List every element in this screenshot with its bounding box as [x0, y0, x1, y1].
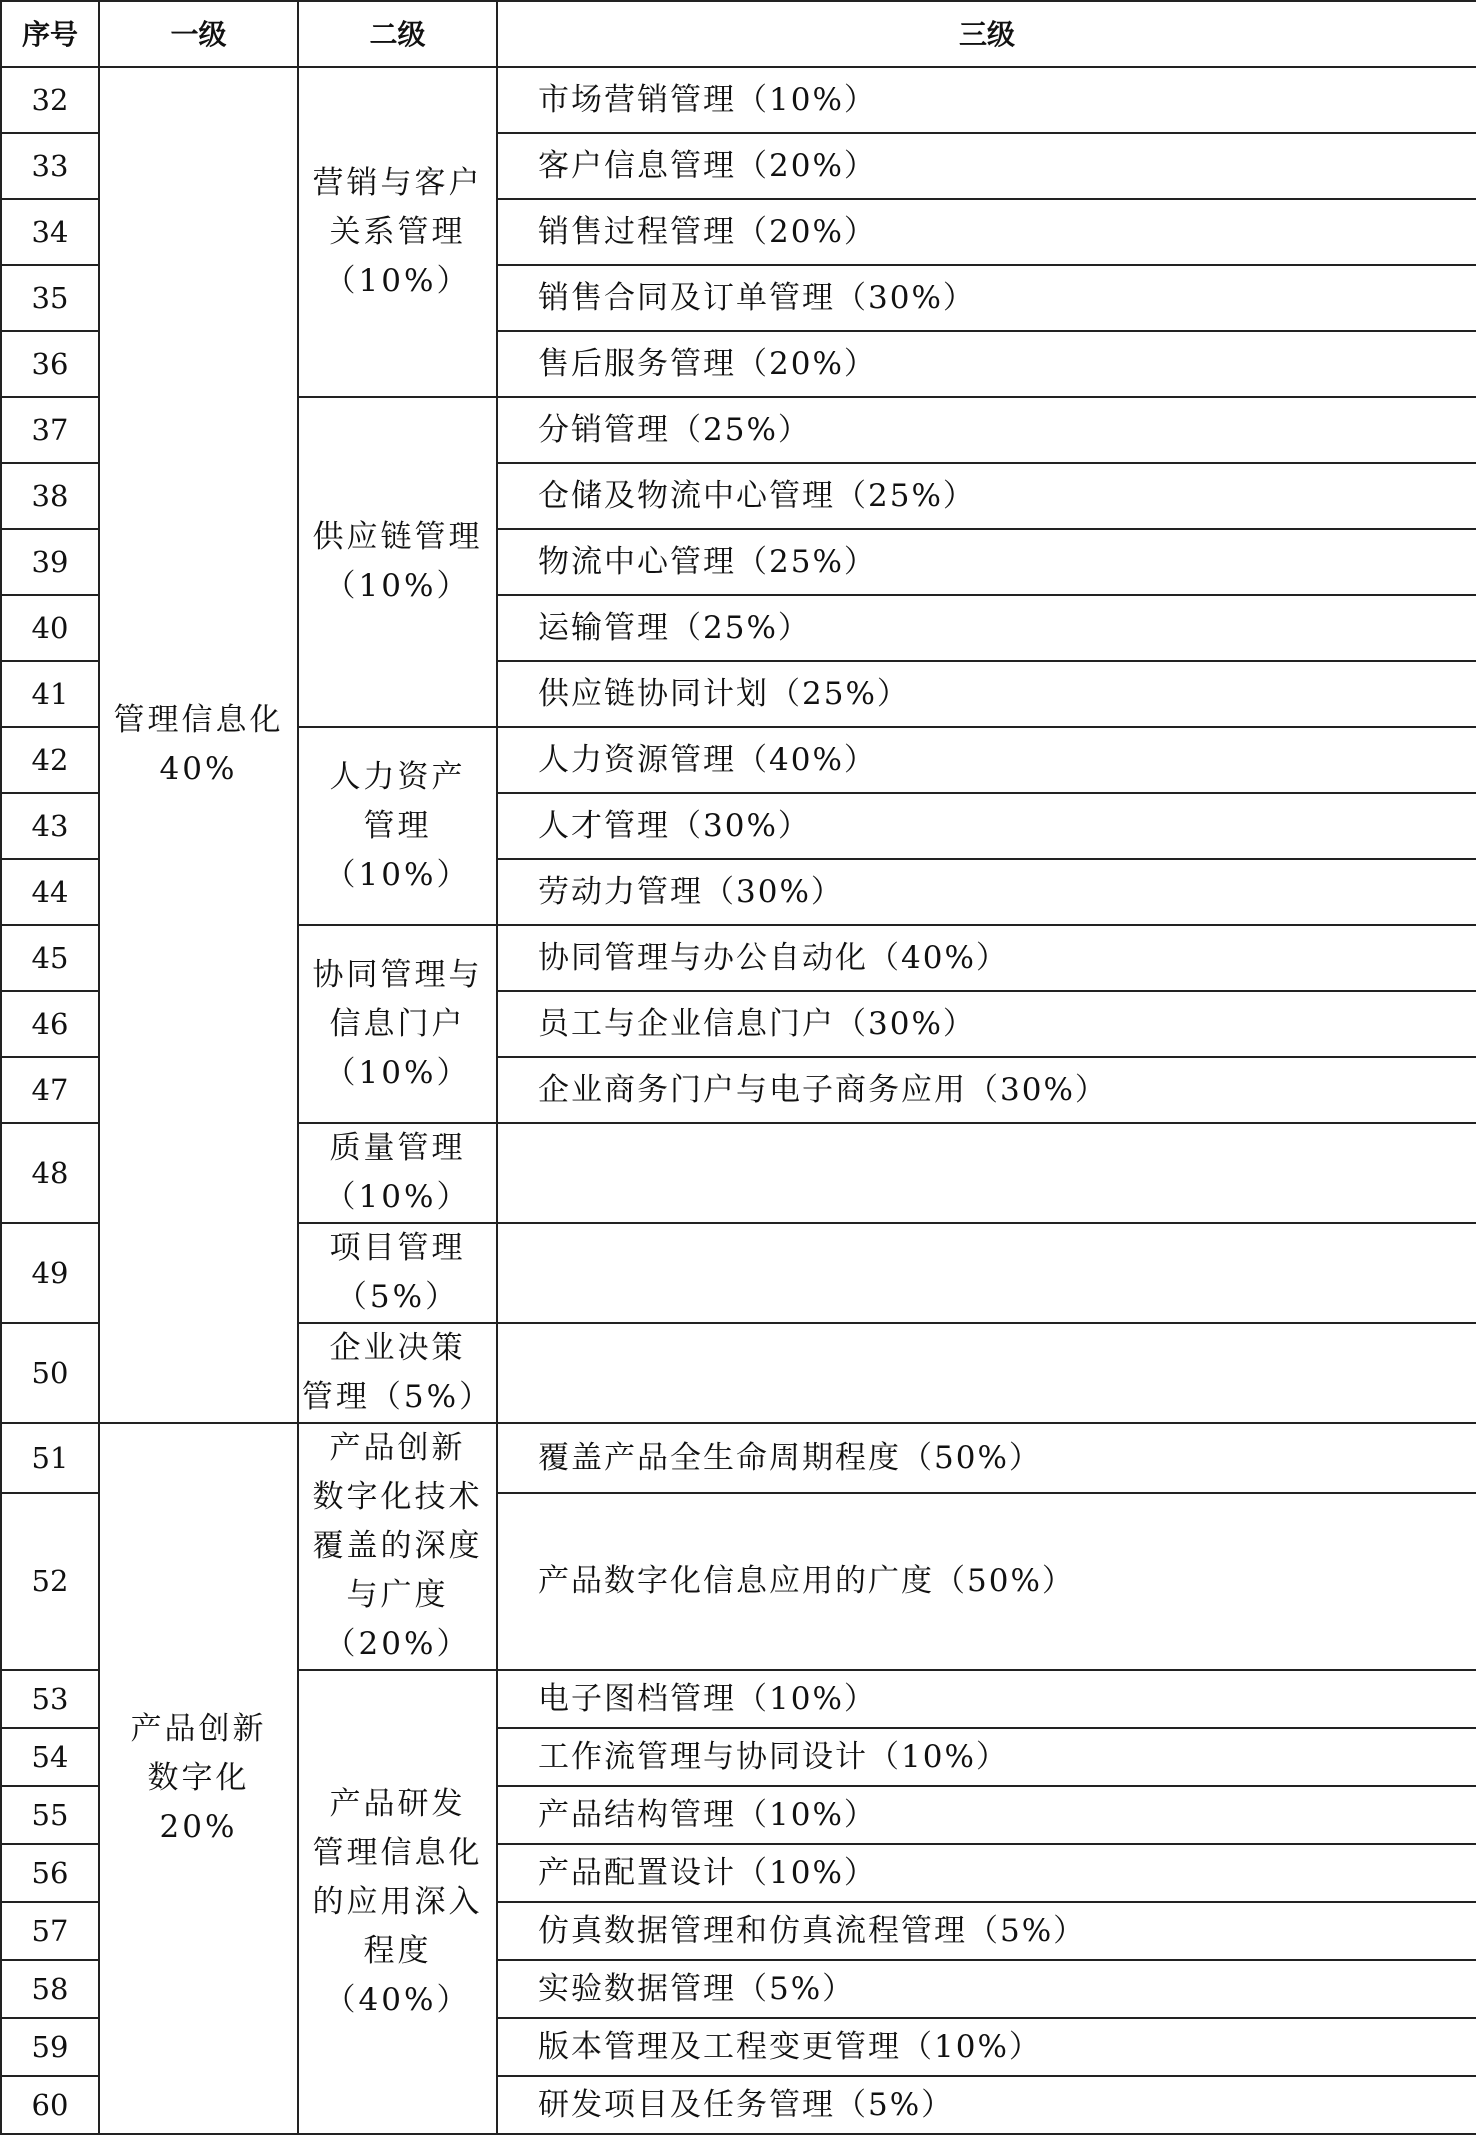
- level3-cell: 电子图档管理（10%）: [497, 1670, 1476, 1728]
- row-number: 58: [1, 1960, 99, 2018]
- row-number: 51: [1, 1423, 99, 1493]
- level3-cell: 物流中心管理（25%）: [497, 529, 1476, 595]
- level2-label: 质量管理 （10%）: [324, 1130, 471, 1215]
- level2-group-supply-chain: [298, 397, 497, 727]
- level2-label: 产品创新 数字化技术 覆盖的深度 与广度 （20%）: [312, 1430, 483, 1662]
- level3-cell: [497, 1223, 1476, 1323]
- level3-cell: 供应链协同计划（25%）: [497, 661, 1476, 727]
- level3-cell: 员工与企业信息门户（30%）: [497, 991, 1476, 1057]
- row-number: 49: [1, 1223, 99, 1323]
- level2-label: 供应链管理 （10%）: [312, 519, 483, 604]
- row-number: 36: [1, 331, 99, 397]
- row-number: 32: [1, 67, 99, 133]
- row-number: 39: [1, 529, 99, 595]
- level2-group-rd-management: [298, 1670, 497, 2134]
- level2-label: 项目管理 （5%）: [329, 1230, 466, 1315]
- row-number: 33: [1, 133, 99, 199]
- table-row: [1, 1423, 1476, 1493]
- level3-cell: 运输管理（25%）: [497, 595, 1476, 661]
- level3-cell: [497, 1123, 1476, 1223]
- level3-cell: 仿真数据管理和仿真流程管理（5%）: [497, 1902, 1476, 1960]
- row-number: 37: [1, 397, 99, 463]
- row-number: 47: [1, 1057, 99, 1123]
- level3-cell: 销售合同及订单管理（30%）: [497, 265, 1476, 331]
- level2-group-project: [298, 1223, 497, 1323]
- level1-group-management: [99, 67, 298, 1423]
- row-number: 40: [1, 595, 99, 661]
- row-number: 54: [1, 1728, 99, 1786]
- level3-cell: 协同管理与办公自动化（40%）: [497, 925, 1476, 991]
- header-level3: 三级: [497, 1, 1476, 67]
- level3-cell: 售后服务管理（20%）: [497, 331, 1476, 397]
- level2-label: 产品研发 管理信息化 的应用深入 程度 （40%）: [312, 1785, 483, 2018]
- row-number: 34: [1, 199, 99, 265]
- level2-label: 人力资产 管理 （10%）: [324, 758, 471, 893]
- level3-cell: 产品结构管理（10%）: [497, 1786, 1476, 1844]
- level3-cell: 工作流管理与协同设计（10%）: [497, 1728, 1476, 1786]
- table-row: [1, 67, 1476, 133]
- row-number: 41: [1, 661, 99, 727]
- level3-cell: 分销管理（25%）: [497, 397, 1476, 463]
- level3-cell: 销售过程管理（20%）: [497, 199, 1476, 265]
- level2-label: 营销与客户 关系管理 （10%）: [312, 164, 483, 299]
- row-number: 45: [1, 925, 99, 991]
- level2-group-tech-coverage: [298, 1423, 497, 1670]
- level3-cell: 仓储及物流中心管理（25%）: [497, 463, 1476, 529]
- row-number: 56: [1, 1844, 99, 1902]
- row-number: 52: [1, 1493, 99, 1670]
- row-number: 42: [1, 727, 99, 793]
- level3-cell: 研发项目及任务管理（5%）: [497, 2076, 1476, 2134]
- level3-cell: 产品数字化信息应用的广度（50%）: [497, 1493, 1476, 1670]
- level3-cell: 客户信息管理（20%）: [497, 133, 1476, 199]
- row-number: 53: [1, 1670, 99, 1728]
- row-number: 48: [1, 1123, 99, 1223]
- level3-cell: 覆盖产品全生命周期程度（50%）: [497, 1423, 1476, 1493]
- row-number: 55: [1, 1786, 99, 1844]
- level2-group-quality: [298, 1123, 497, 1223]
- level3-cell: 实验数据管理（5%）: [497, 1960, 1476, 2018]
- level3-cell: 人才管理（30%）: [497, 793, 1476, 859]
- level3-cell: 人力资源管理（40%）: [497, 727, 1476, 793]
- level2-group-decision: [298, 1323, 497, 1423]
- level2-group-human-resources: [298, 727, 497, 925]
- header-row: [1, 1, 1476, 67]
- row-number: 59: [1, 2018, 99, 2076]
- level2-group-collaboration: [298, 925, 497, 1123]
- level3-cell: 企业商务门户与电子商务应用（30%）: [497, 1057, 1476, 1123]
- level3-cell: 版本管理及工程变更管理（10%）: [497, 2018, 1476, 2076]
- level1-label: 管理信息化 40%: [113, 702, 284, 787]
- row-number: 44: [1, 859, 99, 925]
- level3-cell: [497, 1323, 1476, 1423]
- row-number: 35: [1, 265, 99, 331]
- row-number: 43: [1, 793, 99, 859]
- row-number: 46: [1, 991, 99, 1057]
- level3-cell: 市场营销管理（10%）: [497, 67, 1476, 133]
- row-number: 50: [1, 1323, 99, 1423]
- level3-cell: 劳动力管理（30%）: [497, 859, 1476, 925]
- level2-label: 协同管理与 信息门户 （10%）: [312, 956, 483, 1091]
- level2-label: 企业决策 管理（5%）: [301, 1330, 494, 1415]
- row-number: 60: [1, 2076, 99, 2134]
- level1-label: 产品创新 数字化 20%: [130, 1711, 267, 1845]
- level1-group-product-innovation: [99, 1423, 298, 2134]
- header-no: 序号: [1, 1, 99, 67]
- level3-cell: 产品配置设计（10%）: [497, 1844, 1476, 1902]
- level2-group-marketing: [298, 67, 497, 397]
- row-number: 38: [1, 463, 99, 529]
- row-number: 57: [1, 1902, 99, 1960]
- header-level1: 一级: [99, 1, 298, 67]
- header-level2: 二级: [298, 1, 497, 67]
